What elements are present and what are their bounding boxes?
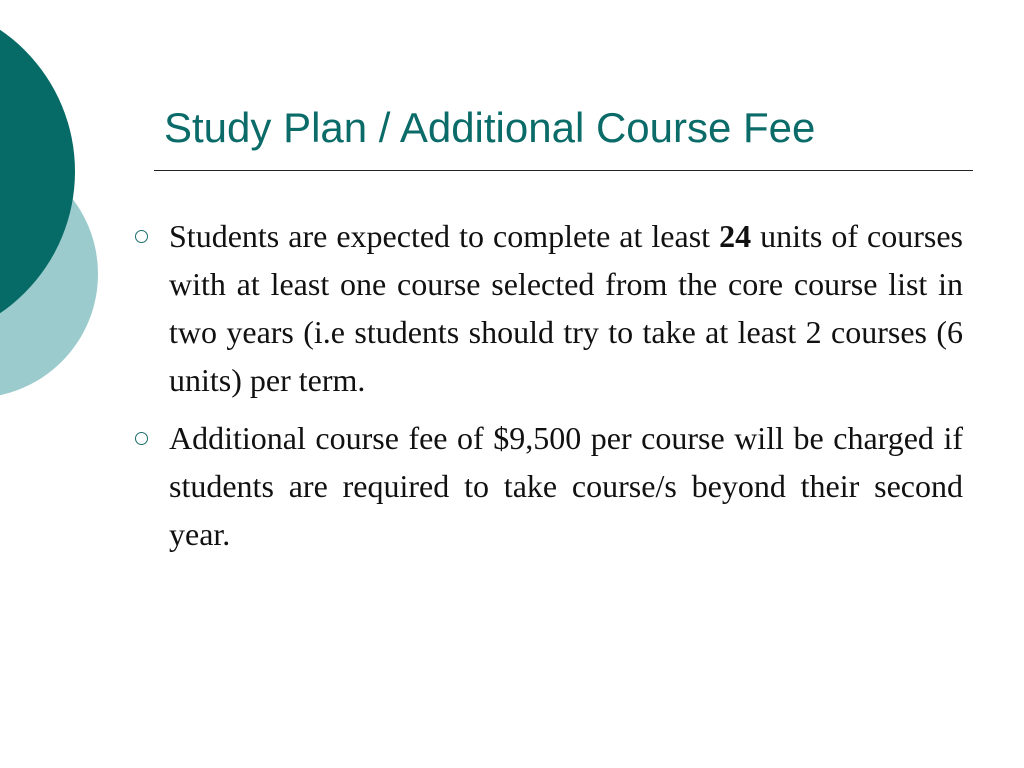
title-divider — [154, 170, 973, 171]
slide-title: Study Plan / Additional Course Fee — [164, 104, 816, 151]
bullet-item-additional-fee — [130, 414, 963, 558]
bullet-text: Additional course fee of $9,500 per course will be charged if students are required to take course/s beyond their second year. — [169, 420, 963, 552]
bullet-text-start: Students are expected to complete at least — [169, 218, 720, 254]
bullet-text-end: units of courses with at least one course selected from the core course list in two years (i.e students should try to take at least 2 courses (6 units) per term. — [169, 218, 964, 398]
bullet-list — [130, 212, 963, 568]
hollow-circle-bullet-icon — [135, 230, 148, 243]
bullet-item-unit-requirement — [130, 212, 963, 404]
hollow-circle-bullet-icon — [135, 432, 148, 445]
required-units-value: 24 — [719, 218, 752, 254]
